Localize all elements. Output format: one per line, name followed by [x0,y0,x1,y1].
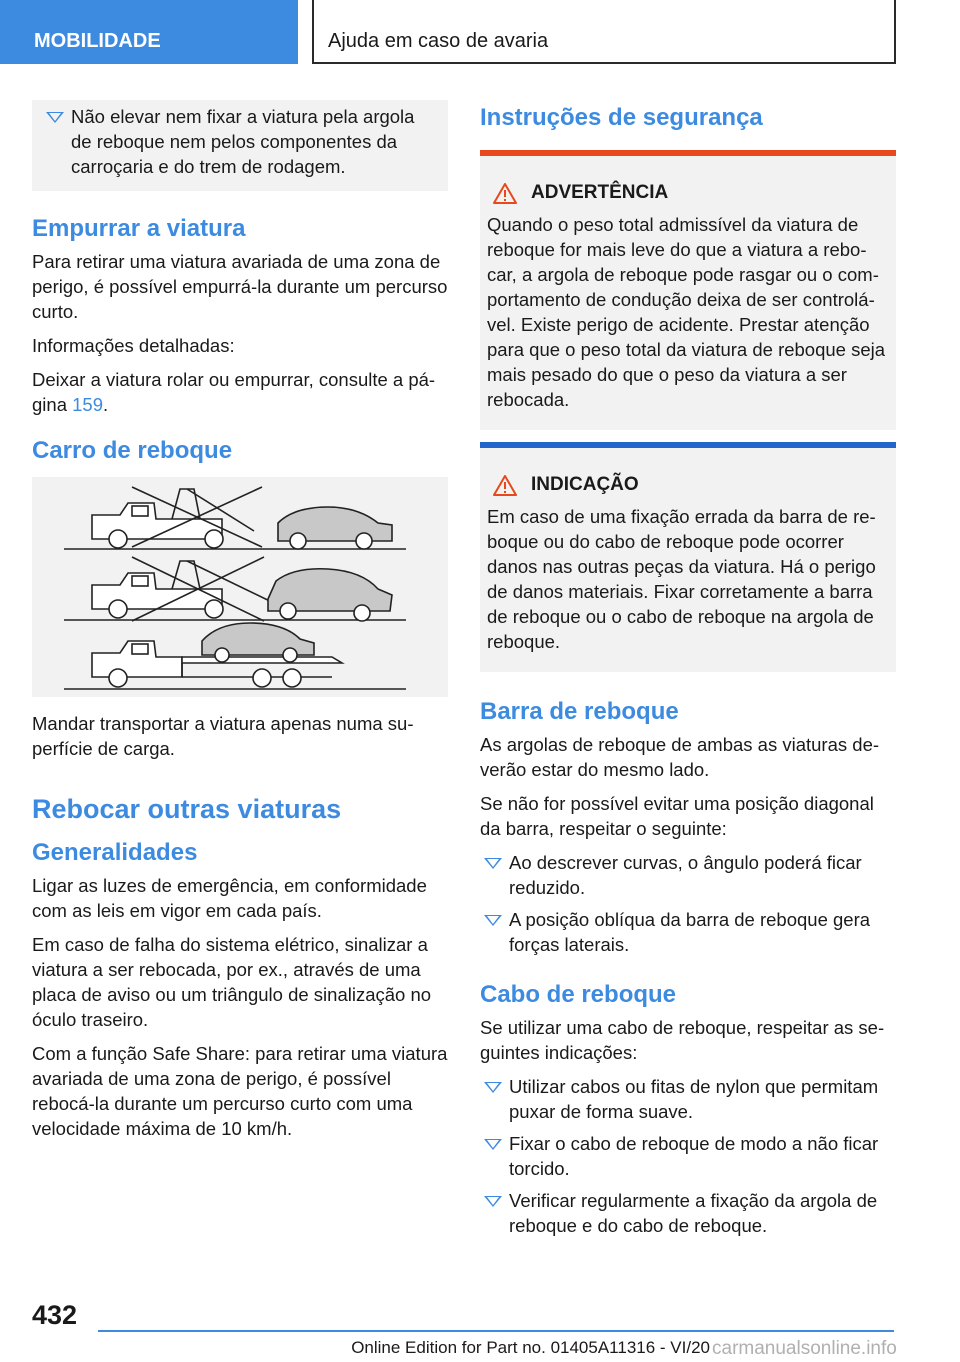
section-tab: MOBILIDADE [0,0,298,64]
section-heading-safety: Instruções de segurança [480,104,763,131]
list-item: Ao descrever curvas, o ângulo poderá ficar reduzido. [480,850,896,900]
watermark: carmanualsonline.info [712,1338,897,1359]
page-number: 432 [32,1300,78,1330]
top-bullet-list [42,104,436,179]
list-item: A posição oblíqua da barra de reboque gera forças laterais. [480,907,896,957]
left-column [32,100,448,1150]
paragraph: Se não for possível evitar uma posição diagonal da barra, respeitar o seguinte: [480,793,874,839]
bullet-triangle-icon [46,112,64,123]
warning-triangle-icon [493,183,517,204]
figure-caption: Mandar transportar a viatura apenas numa superfície de carga. [32,713,414,759]
section-heading-barra: Barra de reboque [480,698,679,725]
indication-header: INDICAÇÃO [487,474,888,496]
bullet-triangle-icon [484,858,502,869]
tow-truck-figure-svg [32,477,448,697]
paragraph: Se utilizar uma cabo de reboque, respeitar as seguintes indicações: [480,1017,885,1063]
list-item: Utilizar cabos ou fitas de nylon que permitam puxar de forma suave. [480,1074,896,1124]
indication-text: Em caso de uma fixação errada da barra de reboque ou do cabo de reboque pode ocorrer danos nas outras peças da viatura. Há o perigo de danos materiais. Fixar corretamente a barra de reboque ou o cabo de reboque na argola de reboque. [487,506,876,652]
warning-text: Quando o peso total admissível da viatura de reboque for mais leve do que a viatura a rebocar, a argola de reboque pode rasgar ou o comportamento de condução deixa de ser controlável. Existe perigo de acidente. Prestar atenção para que o peso total da viatura de reboque seja mais pesado do que o peso da viatura a ser rebocada. [487,214,886,410]
bullet-triangle-icon [484,915,502,926]
chapter-title: Ajuda em caso de avaria [312,0,896,64]
warning-box [480,150,896,430]
section-heading-cabo: Cabo de reboque [480,981,677,1008]
bullet-triangle-icon [484,1196,502,1207]
paragraph: Para retirar uma viatura avariada de uma zona de perigo, é possível empurrá-la durante um percurso curto. [32,251,448,322]
section-heading-rebocar: Rebocar outras viaturas [32,794,342,824]
indication-box [480,442,896,672]
bullet-triangle-icon [484,1139,502,1150]
footer-divider [98,1330,894,1332]
tow-truck-illustration [32,477,448,697]
cabo-bullet-list [480,1074,896,1238]
warning-header: ADVERTÊNCIA [487,182,888,204]
paragraph: As argolas de reboque de ambas as viaturas deverão estar do mesmo lado. [480,734,880,780]
list-item: Não elevar nem fixar a viatura pela argola de reboque nem pelos componentes da carroçaria e do trem de rodagem. [42,104,436,179]
paragraph: Com a função Safe Share: para retirar uma viatura avariada de uma zona de perigo, é possível rebocá-la durante um percurso curto com uma velocidade máxima de 10 km/h. [32,1043,448,1139]
barra-bullet-list [480,850,896,957]
section-heading-carro: Carro de reboque [32,437,233,464]
paragraph: Em caso de falha do sistema elétrico, sinalizar a viatura a ser rebocada, por ex., através de uma placa de aviso ou um triângulo de sinalização no óculo traseiro. [32,934,432,1030]
paragraph-with-link: Deixar a viatura rolar ou empurrar, consulte a página 159. [32,369,436,415]
subsection-heading-generalidades: Generalidades [32,839,198,866]
top-bullet-box [32,100,448,191]
page-link[interactable]: 159 [72,394,103,415]
list-item: Fixar o cabo de reboque de modo a não ficar torcido. [480,1131,896,1181]
list-item: Verificar regularmente a fixação da argola de reboque e do cabo de reboque. [480,1188,896,1238]
warning-triangle-icon [493,475,517,496]
paragraph: Informações detalhadas: [32,335,235,356]
right-column [480,100,896,1245]
paragraph: Ligar as luzes de emergência, em conformidade com as leis em vigor em cada país. [32,875,427,921]
section-heading-empurrar: Empurrar a viatura [32,215,246,242]
edition-text: Online Edition for Part no. 01405A11316 - VI/20 [351,1338,710,1357]
bullet-triangle-icon [484,1082,502,1093]
